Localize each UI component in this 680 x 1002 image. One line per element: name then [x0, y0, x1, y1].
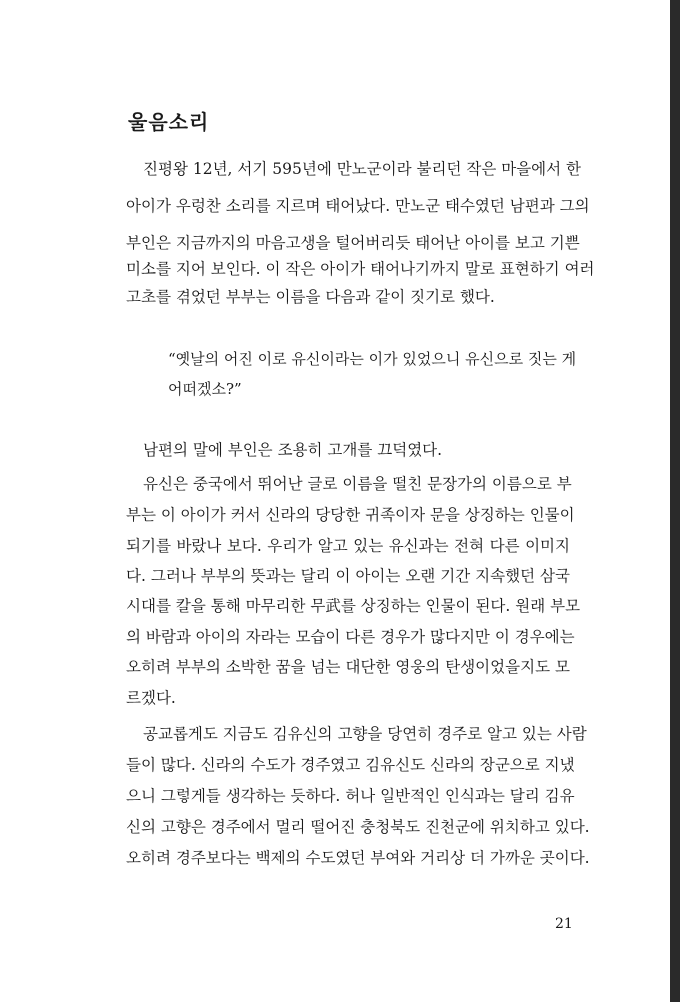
paragraph-1-line-5: 고초를 겪었던 부부는 이름을 다음과 같이 짓기로 했다.: [126, 288, 495, 306]
paragraph-1-line-1: 진평왕 12년, 서기 595년에 만노군이라 불리던 작은 마을에서 한: [143, 160, 582, 178]
paragraph-3-line-3: 되기를 바랐나 보다. 우리가 알고 있는 유신과는 전혀 다른 이미지: [126, 537, 570, 555]
paragraph-2-line-1: 남편의 말에 부인은 조용히 고개를 끄덕였다.: [143, 441, 443, 459]
quote-line-2: 어떠겠소?”: [168, 380, 242, 398]
paragraph-4-line-2: 들이 많다. 신라의 수도가 경주였고 김유신도 신라의 장군으로 지냈: [126, 756, 575, 774]
paragraph-4-line-1: 공교롭게도 지금도 김유신의 고향을 당연히 경주로 알고 있는 사람: [143, 725, 587, 743]
paragraph-3-line-4: 다. 그러나 부부의 뜻과는 달리 이 아이는 오랜 기간 지속했던 삼국: [126, 567, 570, 585]
paragraph-1-line-4: 미소를 지어 보인다. 이 작은 아이가 태어나기까지 말로 표현하기 여러: [126, 260, 595, 278]
paragraph-3-line-6: 의 바람과 아이의 자라는 모습이 다른 경우가 많다지만 이 경우에는: [126, 628, 575, 646]
paragraph-4-line-5: 오히려 경주보다는 백제의 수도였던 부여와 거리상 더 가까운 곳이다.: [126, 849, 590, 867]
paragraph-4-line-3: 으니 그렇게들 생각하는 듯하다. 허나 일반적인 인식과는 달리 김유: [126, 787, 575, 805]
page-number: 21: [555, 916, 573, 932]
page-edge-shadow: [670, 0, 680, 1002]
paragraph-4-line-4: 신의 고향은 경주에서 멀리 떨어진 충청북도 진천군에 위치하고 있다.: [126, 818, 590, 836]
paragraph-3-line-7: 오히려 부부의 소박한 꿈을 넘는 대단한 영웅의 탄생이었을지도 모: [126, 658, 570, 676]
paragraph-3-line-1: 유신은 중국에서 뛰어난 글로 이름을 떨친 문장가의 이름으로 부: [143, 475, 572, 493]
paragraph-1-line-3: 부인은 지금까지의 마음고생을 털어버리듯 태어난 아이를 보고 기쁜: [126, 234, 580, 252]
quote-line-1: “옛날의 어진 이로 유신이라는 이가 있었으니 유신으로 짓는 게: [168, 350, 577, 368]
section-heading: 울음소리: [128, 110, 210, 134]
paragraph-1-line-2: 아이가 우렁찬 소리를 지르며 태어났다. 만노군 태수였던 남편과 그의: [126, 197, 590, 215]
paragraph-3-line-5: 시대를 칼을 통해 마무리한 무武를 상징하는 인물이 된다. 원래 부모: [126, 597, 581, 615]
paragraph-3-line-2: 부는 이 아이가 커서 신라의 당당한 귀족이자 문을 상징하는 인물이: [126, 506, 575, 524]
paragraph-3-line-8: 르겠다.: [126, 689, 176, 707]
